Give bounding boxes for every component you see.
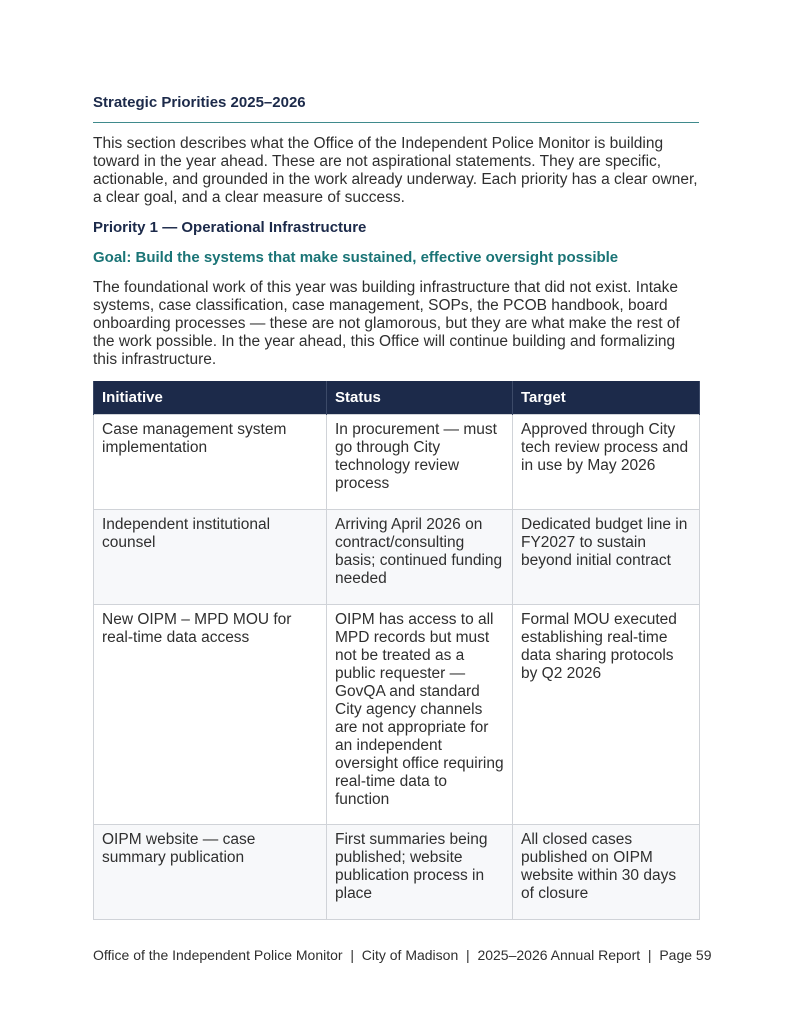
cell-initiative: OIPM website — case summary publication <box>94 825 327 920</box>
cell-initiative: New OIPM – MPD MOU for real-time data access <box>94 605 327 825</box>
table-row <box>94 605 700 825</box>
cell-status: First summaries being published; website publication process in place <box>327 825 513 920</box>
table-row <box>94 825 700 920</box>
header-status: Status <box>327 381 513 415</box>
initiatives-table <box>93 381 700 920</box>
cell-status: In procurement — must go through City technology review process <box>327 415 513 510</box>
section-title: Strategic Priorities 2025–2026 <box>93 94 699 123</box>
cell-initiative: Case management system implementation <box>94 415 327 510</box>
table-header-row <box>94 381 700 415</box>
priority-title: Priority 1 — Operational Infrastructure <box>93 219 367 236</box>
footer-text: Office of the Independent Police Monitor | City of Madison | 2025–2026 Annual Report | Page 59 <box>93 947 712 963</box>
cell-status: OIPM has access to all MPD records but must not be treated as a public requester — GovQA and standard City agency channels are not appropriate for an independent oversight office requiring real-time data to function <box>327 605 513 825</box>
page-footer <box>93 946 712 964</box>
cell-target: Approved through City tech review process and in use by May 2026 <box>513 415 700 510</box>
section-intro: This section describes what the Office of the Independent Police Monitor is building toward in the year ahead. These are not aspirational statements. They are specific, actionable, and grounded in the work already underway. Each priority has a clear owner, a clear goal, and a clear measure of success. <box>93 135 698 206</box>
cell-target: All closed cases published on OIPM website within 30 days of closure <box>513 825 700 920</box>
table-row <box>94 415 700 510</box>
header-initiative: Initiative <box>94 381 327 415</box>
cell-status: Arriving April 2026 on contract/consulting basis; continued funding needed <box>327 510 513 605</box>
priority-body: The foundational work of this year was building infrastructure that did not exist. Intake systems, case classification, case management, SOPs, the PCOB handbook, board onboarding processes — these are not glamorous, but they are what make the rest of the work possible. In the year ahead, this Office will continue building and formalizing this infrastructure. <box>93 279 680 368</box>
header-target: Target <box>513 381 700 415</box>
priority-goal: Goal: Build the systems that make sustained, effective oversight possible <box>93 249 619 266</box>
cell-target: Formal MOU executed establishing real-time data sharing protocols by Q2 2026 <box>513 605 700 825</box>
table-row <box>94 510 700 605</box>
report-page <box>93 94 699 920</box>
cell-initiative: Independent institutional counsel <box>94 510 327 605</box>
cell-target: Dedicated budget line in FY2027 to sustain beyond initial contract <box>513 510 700 605</box>
